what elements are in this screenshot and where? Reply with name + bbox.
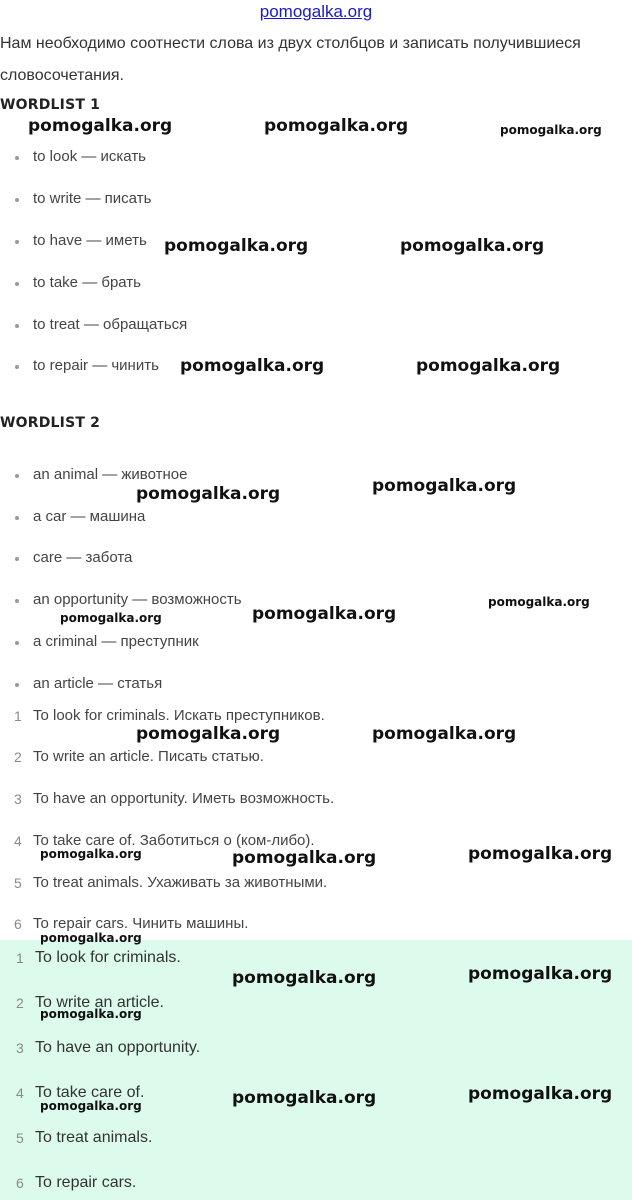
list-item-text: care — забота (33, 549, 133, 566)
bullet-icon (15, 641, 19, 645)
row-number: 1 (16, 950, 24, 966)
list-item-text: to have — иметь (33, 232, 147, 249)
bullet-icon (15, 156, 19, 160)
list-item-text: to write — писать (33, 190, 152, 207)
row-text: To write an article. Писать статью. (33, 748, 264, 765)
row-number: 3 (16, 1040, 24, 1056)
bullet-icon (15, 683, 19, 687)
row-number: 5 (14, 875, 22, 891)
list-item-text: an article — статья (33, 675, 163, 692)
row-number: 6 (14, 916, 22, 932)
watermark: pomogalka.org (40, 1099, 142, 1113)
list-item-text: to treat — обращаться (33, 316, 188, 333)
watermark: pomogalka.org (500, 123, 602, 137)
row-text: To write an article. (35, 994, 164, 1011)
watermark: pomogalka.org (232, 1088, 377, 1108)
row-text: To look for criminals. Искать преступников. (33, 707, 325, 724)
row-number: 3 (14, 791, 22, 807)
row-number: 4 (14, 833, 22, 849)
row-number: 2 (14, 749, 22, 765)
list-item-text: an opportunity — возможность (33, 591, 242, 608)
bullet-icon (15, 516, 19, 520)
list-item-text: a criminal — преступник (33, 633, 199, 650)
watermark: pomogalka.org (232, 848, 377, 868)
watermark: pomogalka.org (252, 604, 397, 624)
list-item-text: an animal — животное (33, 466, 188, 483)
intro-text: Нам необходимо соотнести слова из двух столбцов и записать получившиеся словосочетания. (0, 35, 581, 84)
list-item-text: to repair — чинить (33, 357, 159, 374)
watermark: pomogalka.org (468, 844, 613, 864)
watermark: pomogalka.org (136, 484, 281, 504)
row-text: To treat animals. Ухаживать за животными. (33, 874, 328, 891)
watermark: pomogalka.org (264, 116, 409, 136)
bullet-icon (15, 365, 19, 369)
watermark: pomogalka.org (40, 847, 142, 861)
bullet-icon (15, 282, 19, 286)
watermark: pomogalka.org (372, 724, 517, 744)
site-link[interactable]: pomogalka.org (259, 2, 373, 21)
row-number: 2 (16, 995, 24, 1011)
row-text: To have an opportunity. Иметь возможность. (33, 790, 335, 807)
list-item-text: a car — машина (33, 508, 146, 525)
list-item-text: to look — искать (33, 148, 146, 165)
watermark: pomogalka.org (372, 476, 517, 496)
watermark: pomogalka.org (468, 964, 613, 984)
bullet-icon (15, 474, 19, 478)
bullet-icon (15, 324, 19, 328)
watermark: pomogalka.org (60, 611, 162, 625)
watermark: pomogalka.org (400, 236, 545, 256)
bullet-icon (15, 599, 19, 603)
watermark: pomogalka.org (40, 931, 142, 945)
watermark: pomogalka.org (468, 1084, 613, 1104)
row-number: 1 (14, 708, 22, 724)
row-number: 4 (16, 1085, 24, 1101)
bullet-icon (15, 240, 19, 244)
watermark: pomogalka.org (232, 968, 377, 988)
row-text: To have an opportunity. (35, 1039, 201, 1056)
wordlist1-heading: WORDLIST 1 (0, 97, 101, 113)
row-text: To take care of. Заботиться о (ком-либо). (33, 832, 315, 849)
watermark: pomogalka.org (136, 724, 281, 744)
watermark: pomogalka.org (488, 595, 590, 609)
row-text: To take care of. (35, 1084, 145, 1101)
watermark: pomogalka.org (40, 1007, 142, 1021)
list-item-text: to take — брать (33, 274, 141, 291)
row-text: To look for criminals. (35, 949, 181, 966)
watermark: pomogalka.org (180, 356, 325, 376)
watermark: pomogalka.org (416, 356, 561, 376)
row-number: 6 (16, 1175, 24, 1191)
answer-box (0, 940, 632, 1200)
watermark: pomogalka.org (28, 116, 173, 136)
row-text: To repair cars. Чинить машины. (33, 915, 249, 932)
wordlist2-heading: WORDLIST 2 (0, 415, 101, 431)
row-text: To treat animals. (35, 1129, 153, 1146)
bullet-icon (15, 557, 19, 561)
row-text: To repair cars. (35, 1174, 137, 1191)
row-number: 5 (16, 1130, 24, 1146)
watermark: pomogalka.org (164, 236, 309, 256)
bullet-icon (15, 198, 19, 202)
